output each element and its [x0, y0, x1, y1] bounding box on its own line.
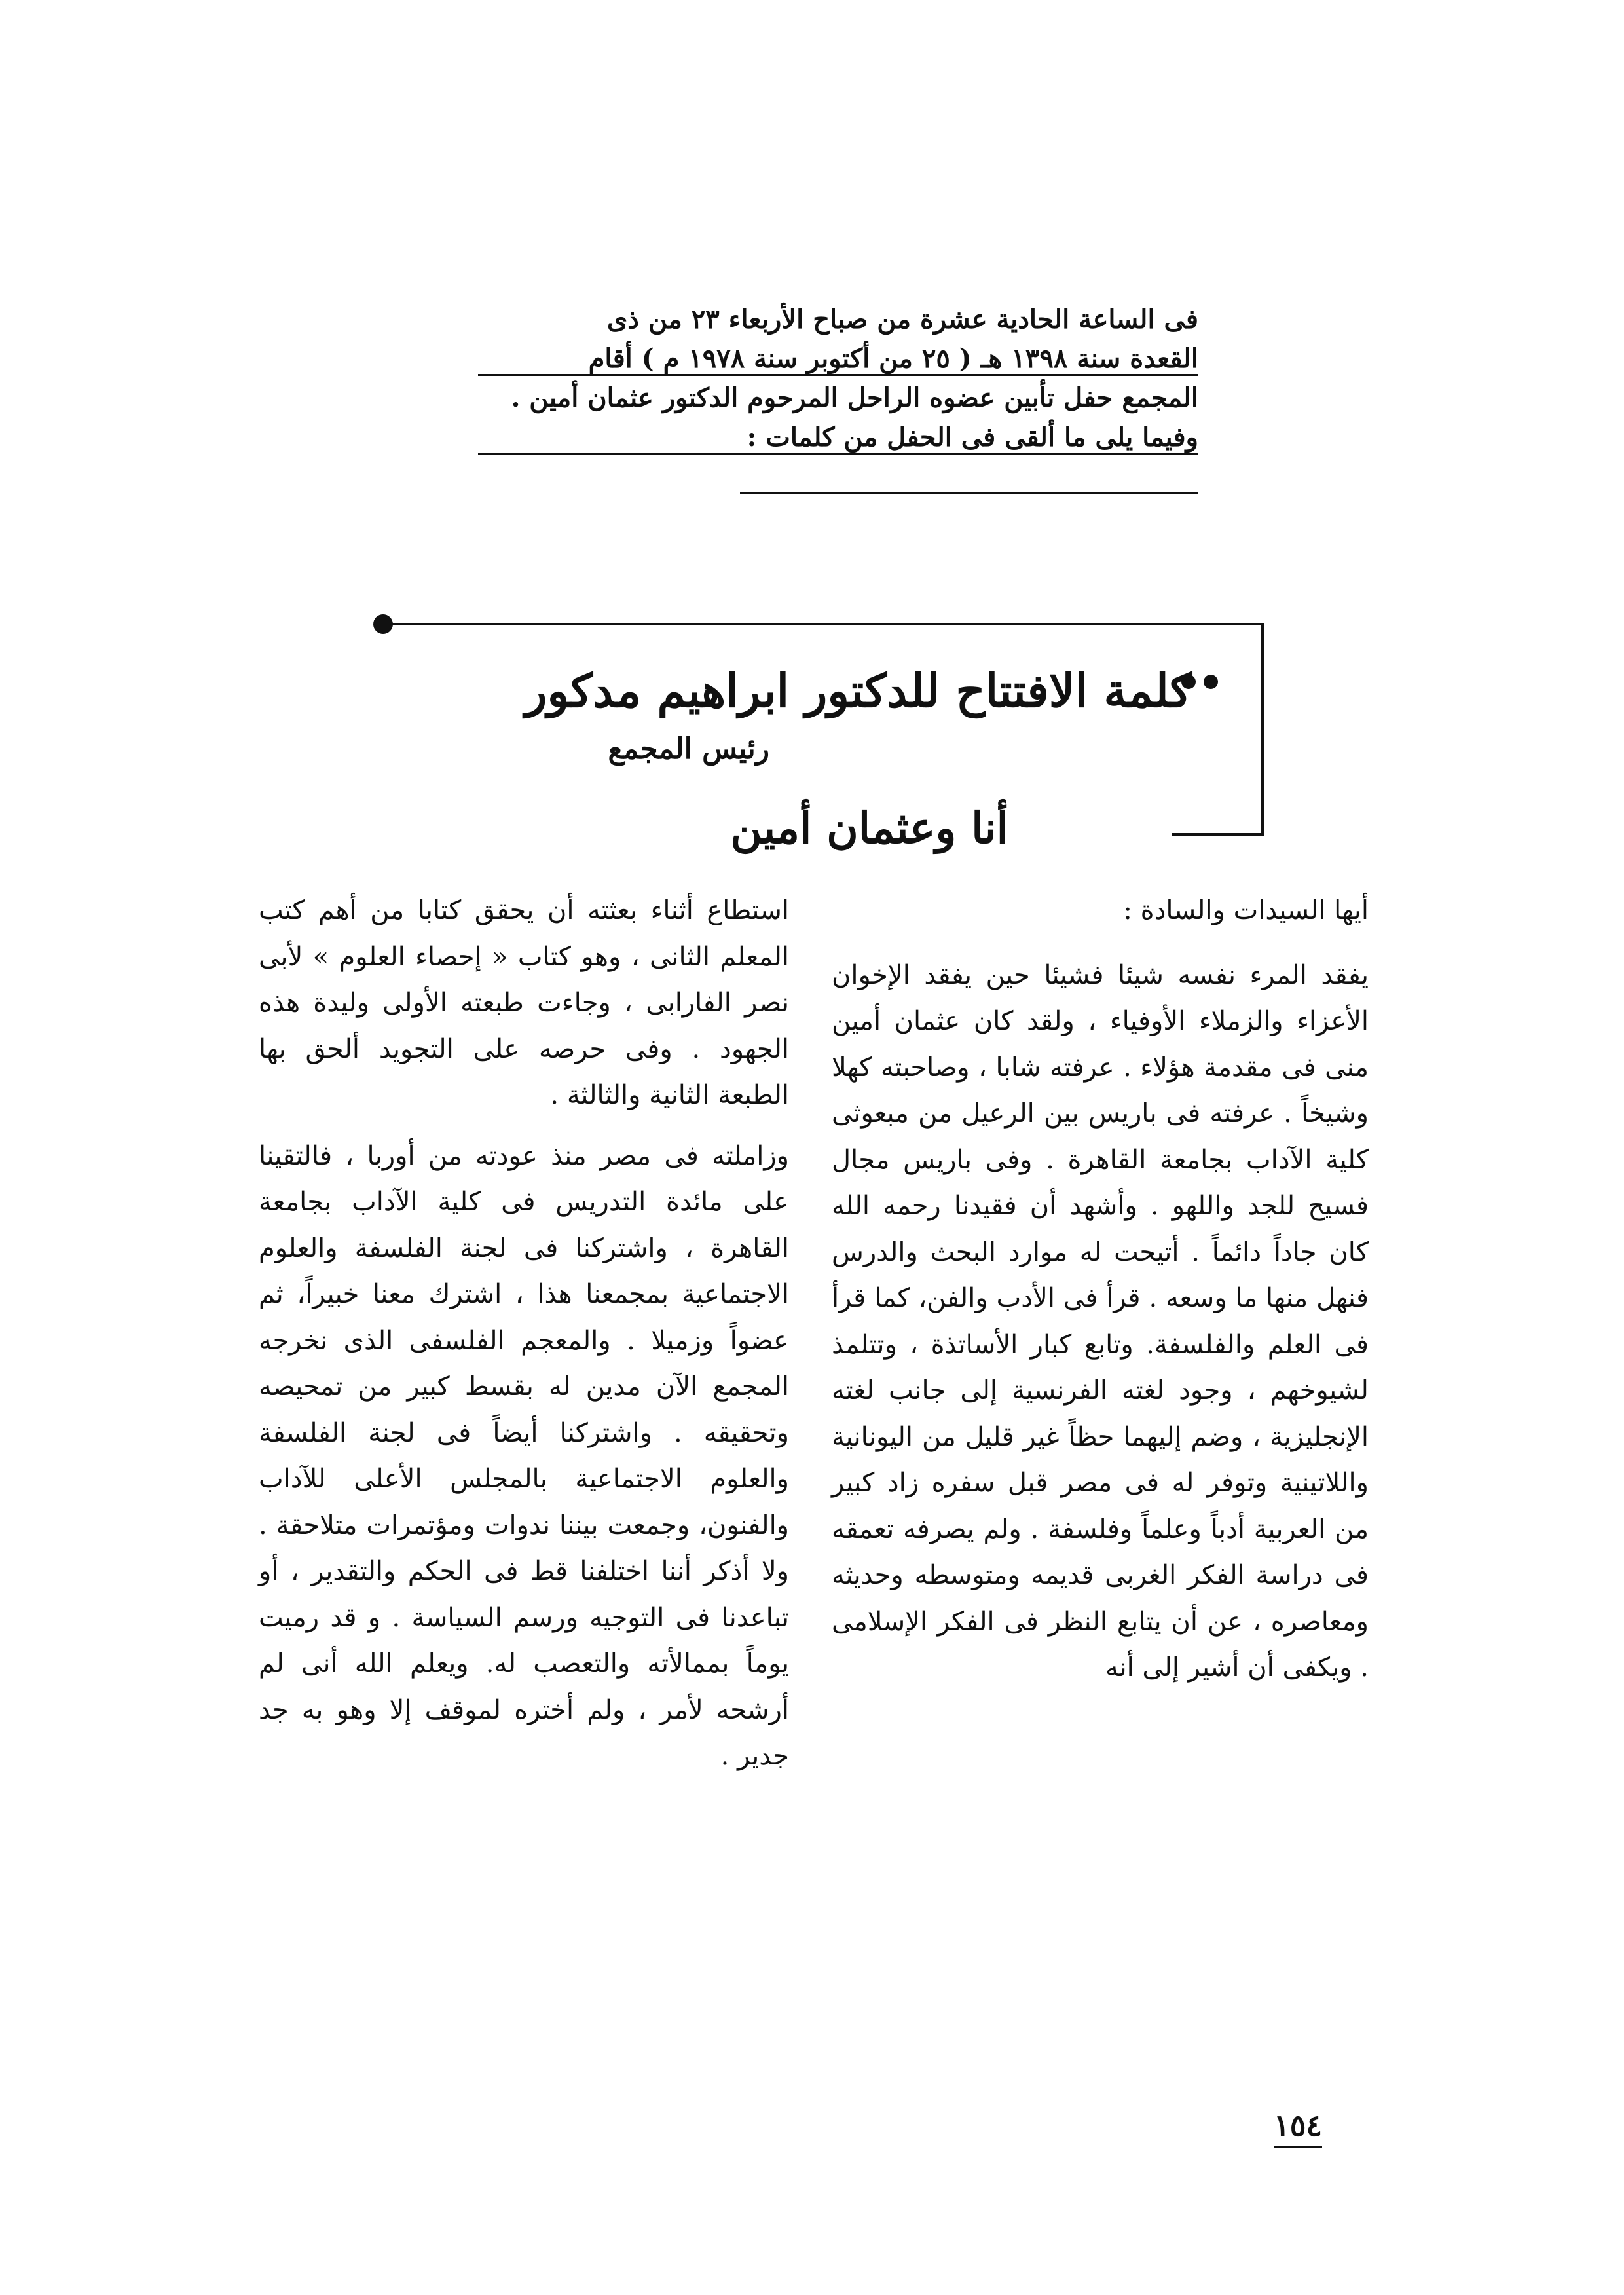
- salutation: أيها السيدات والسادة :: [1123, 895, 1369, 925]
- left-column: [259, 887, 789, 1780]
- frame-top-rule: [386, 623, 1264, 625]
- frame-bottom-rule: [1172, 833, 1264, 836]
- bullet-dot-icon: [373, 614, 393, 634]
- page-number-underline: [1274, 2146, 1322, 2148]
- right-column: [832, 887, 1369, 1691]
- speech-heading: كلمة الافتتاح للدكتور ابراهيم مدكور: [525, 663, 1192, 718]
- speaker-role: رئيس المجمع: [608, 732, 769, 766]
- body-paragraph: استطاع أثناء بعثته أن يحقق كتابا من أهم كتب المعلم الثانى ، وهو كتاب « إحصاء العلوم » لأبى نصر الفارابى ، وجاءت طبعته الأولى وليدة هذه الجهود . وفى حرصه على التجويد ألحق بها الطبعة الثانية والثالثة .: [259, 895, 789, 1110]
- intro-line: القعدة سنة ١٣٩٨ هـ ( ٢٥ من أكتوبر سنة ١٩٧٨ م ) أقام: [588, 343, 1198, 374]
- article-title: أنا وعثمان أمين: [730, 802, 1008, 853]
- intro-underline: [478, 374, 1198, 376]
- intro-line: وفيما يلى ما ألقى فى الحفل من كلمات :: [747, 422, 1198, 453]
- intro-line: المجمع حفل تأبين عضوه الراحل المرحوم الدكتور عثمان أمين .: [511, 382, 1198, 413]
- page-number-text: ١٥٤: [1274, 2108, 1323, 2143]
- body-paragraph: وزاملته فى مصر منذ عودته من أوربا ، فالتقينا على مائدة التدريس فى كلية الآداب بجامعة القاهرة ، واشتركنا فى لجنة الفلسفة والعلوم الاجتماعية بمجمعنا هذا ، اشترك معنا خبيراً، ثم عضواً وزميلا . والمعجم الفلسفى الذى نخرجه المجمع الآن مدين له بقسط كبير من تمحيصه وتحقيقه . واشتركنا أيضاً فى لجنة الفلسفة والعلوم الاجتماعية بالمجلس الأعلى للآداب والفنون، وجمعت بيننا ندوات ومؤتمرات متلاحقة . ولا أذكر أننا اختلفنا قط فى الحكم والتقدير ، أو تباعدنا فى التوجيه ورسم السياسة . و قد رميت يوماً بممالأته والتعصب له. ويعلم الله أنى لم أرشحه لأمر ، ولم أختره لموقف إلا وهو به جد جدير .: [259, 1140, 789, 1771]
- intro-underline: [740, 492, 1198, 494]
- page-number: [1274, 2108, 1322, 2143]
- intro-underline: [478, 453, 1198, 455]
- intro-note: [471, 300, 1198, 496]
- body-paragraph: يفقد المرء نفسه شيئا فشيئا حين يفقد الإخوان الأعزاء والزملاء الأوفياء ، ولقد كان عثمان أمين منى فى مقدمة هؤلاء . عرفته شابا ، وصاحبته كهلا وشيخاً . عرفته فى باريس بين الرعيل من مبعوثى كلية الآداب بجامعة القاهرة . وفى باريس مجال فسيح للجد واللهو . وأشهد أن فقيدنا رحمه الله كان جاداً دائماً . أتيحت له موارد البحث والدرس فنهل منها ما وسعه . قرأ فى الأدب والفن، كما قرأ فى العلم والفلسفة. وتابع كبار الأساتذة ، وتتلمذ لشيوخهم ، وجود لغته الفرنسية إلى جانب لغته الإنجليزية ، وضم إليهما حظاً غير قليل من اليونانية واللاتينية وتوفر له فى مصر قبل سفره زاد كبير من العربية أدباً وعلماً وفلسفة . ولم يصرفه تعمقه فى دراسة الفكر الغربى قديمه ومتوسطه وحديثه ومعاصره ، عن أن يتابع النظر فى الفكر الإسلامى . ويكفى أن أشير إلى أنه: [832, 960, 1369, 1683]
- intro-line: فى الساعة الحادية عشرة من صباح الأربعاء ٢٣ من ذى: [606, 304, 1198, 335]
- frame-right-rule: [1261, 623, 1264, 836]
